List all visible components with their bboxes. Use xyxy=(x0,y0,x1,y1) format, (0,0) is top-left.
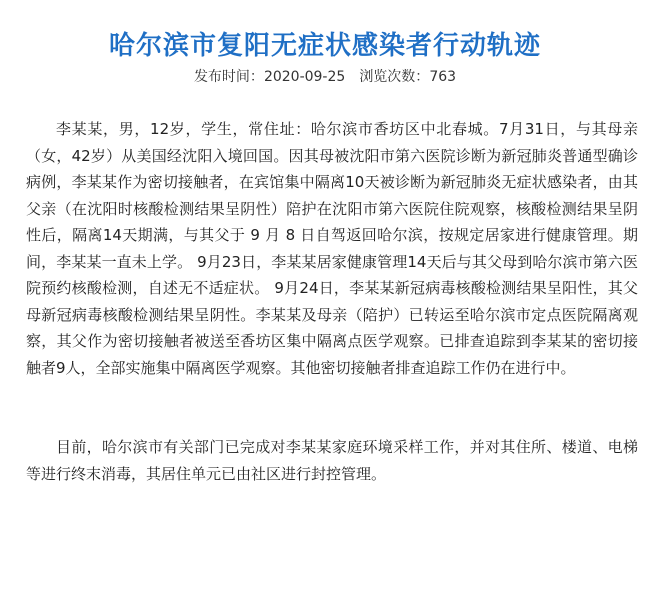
publish-date: 2020-09-25 xyxy=(263,69,346,85)
article-meta xyxy=(0,68,650,86)
page-title: 哈尔滨市复阳无症状感染者行动轨迹 xyxy=(108,31,541,62)
article-paragraph-2: 目前，哈尔滨市有关部门已完成对李某某家庭环境采样工作，并对其住所、楼道、电梯等进行终末消毒，其居住单元已由社区进行封控管理。 xyxy=(26,438,638,483)
view-count-label: 浏览次数： xyxy=(359,69,430,85)
article-paragraph-1: 李某某，男，12岁，学生，常住址：哈尔滨市香坊区中北春城。7月31日，与其母亲（女，42岁）从美国经沈阳入境回国。因其母被沈阳市第六医院诊断为新冠肺炎普通型确诊病例，李某某作为密切接触者，在宾馆集中隔离10天被诊断为新冠肺炎无症状感染者，由其父亲（在沈阳时核酸检测结果呈阴性）陪护在沈阳市第六医院住院观察，核酸检测结果呈阴性后，隔离14天期满，与其父于 9 月 8 日自驾返回哈尔滨，按规定居家进行健康管理。期间，李某某一直未上学。 9月23日，李某某居家健康管理14天后与其父母到哈尔滨市第六医院预约核酸检测，自述无不适症状。 9月24日，李某某新冠病毒核酸检测结果呈阳性，其父母新冠病毒核酸检测结果呈阴性。李某某及母亲（陪护）已转运至哈尔滨市定点医院隔离观察，其父作为密切接触者被送至香坊区集中隔离点医学观察。已排查追踪到李某某的密切接触者9人，全部实施集中隔离医学观察。其他密切接触者排查追踪工作仍在进行中。 xyxy=(26,120,638,377)
publish-time-label: 发布时间： xyxy=(193,69,264,85)
article-body xyxy=(26,116,638,487)
view-count: 763 xyxy=(429,69,457,85)
